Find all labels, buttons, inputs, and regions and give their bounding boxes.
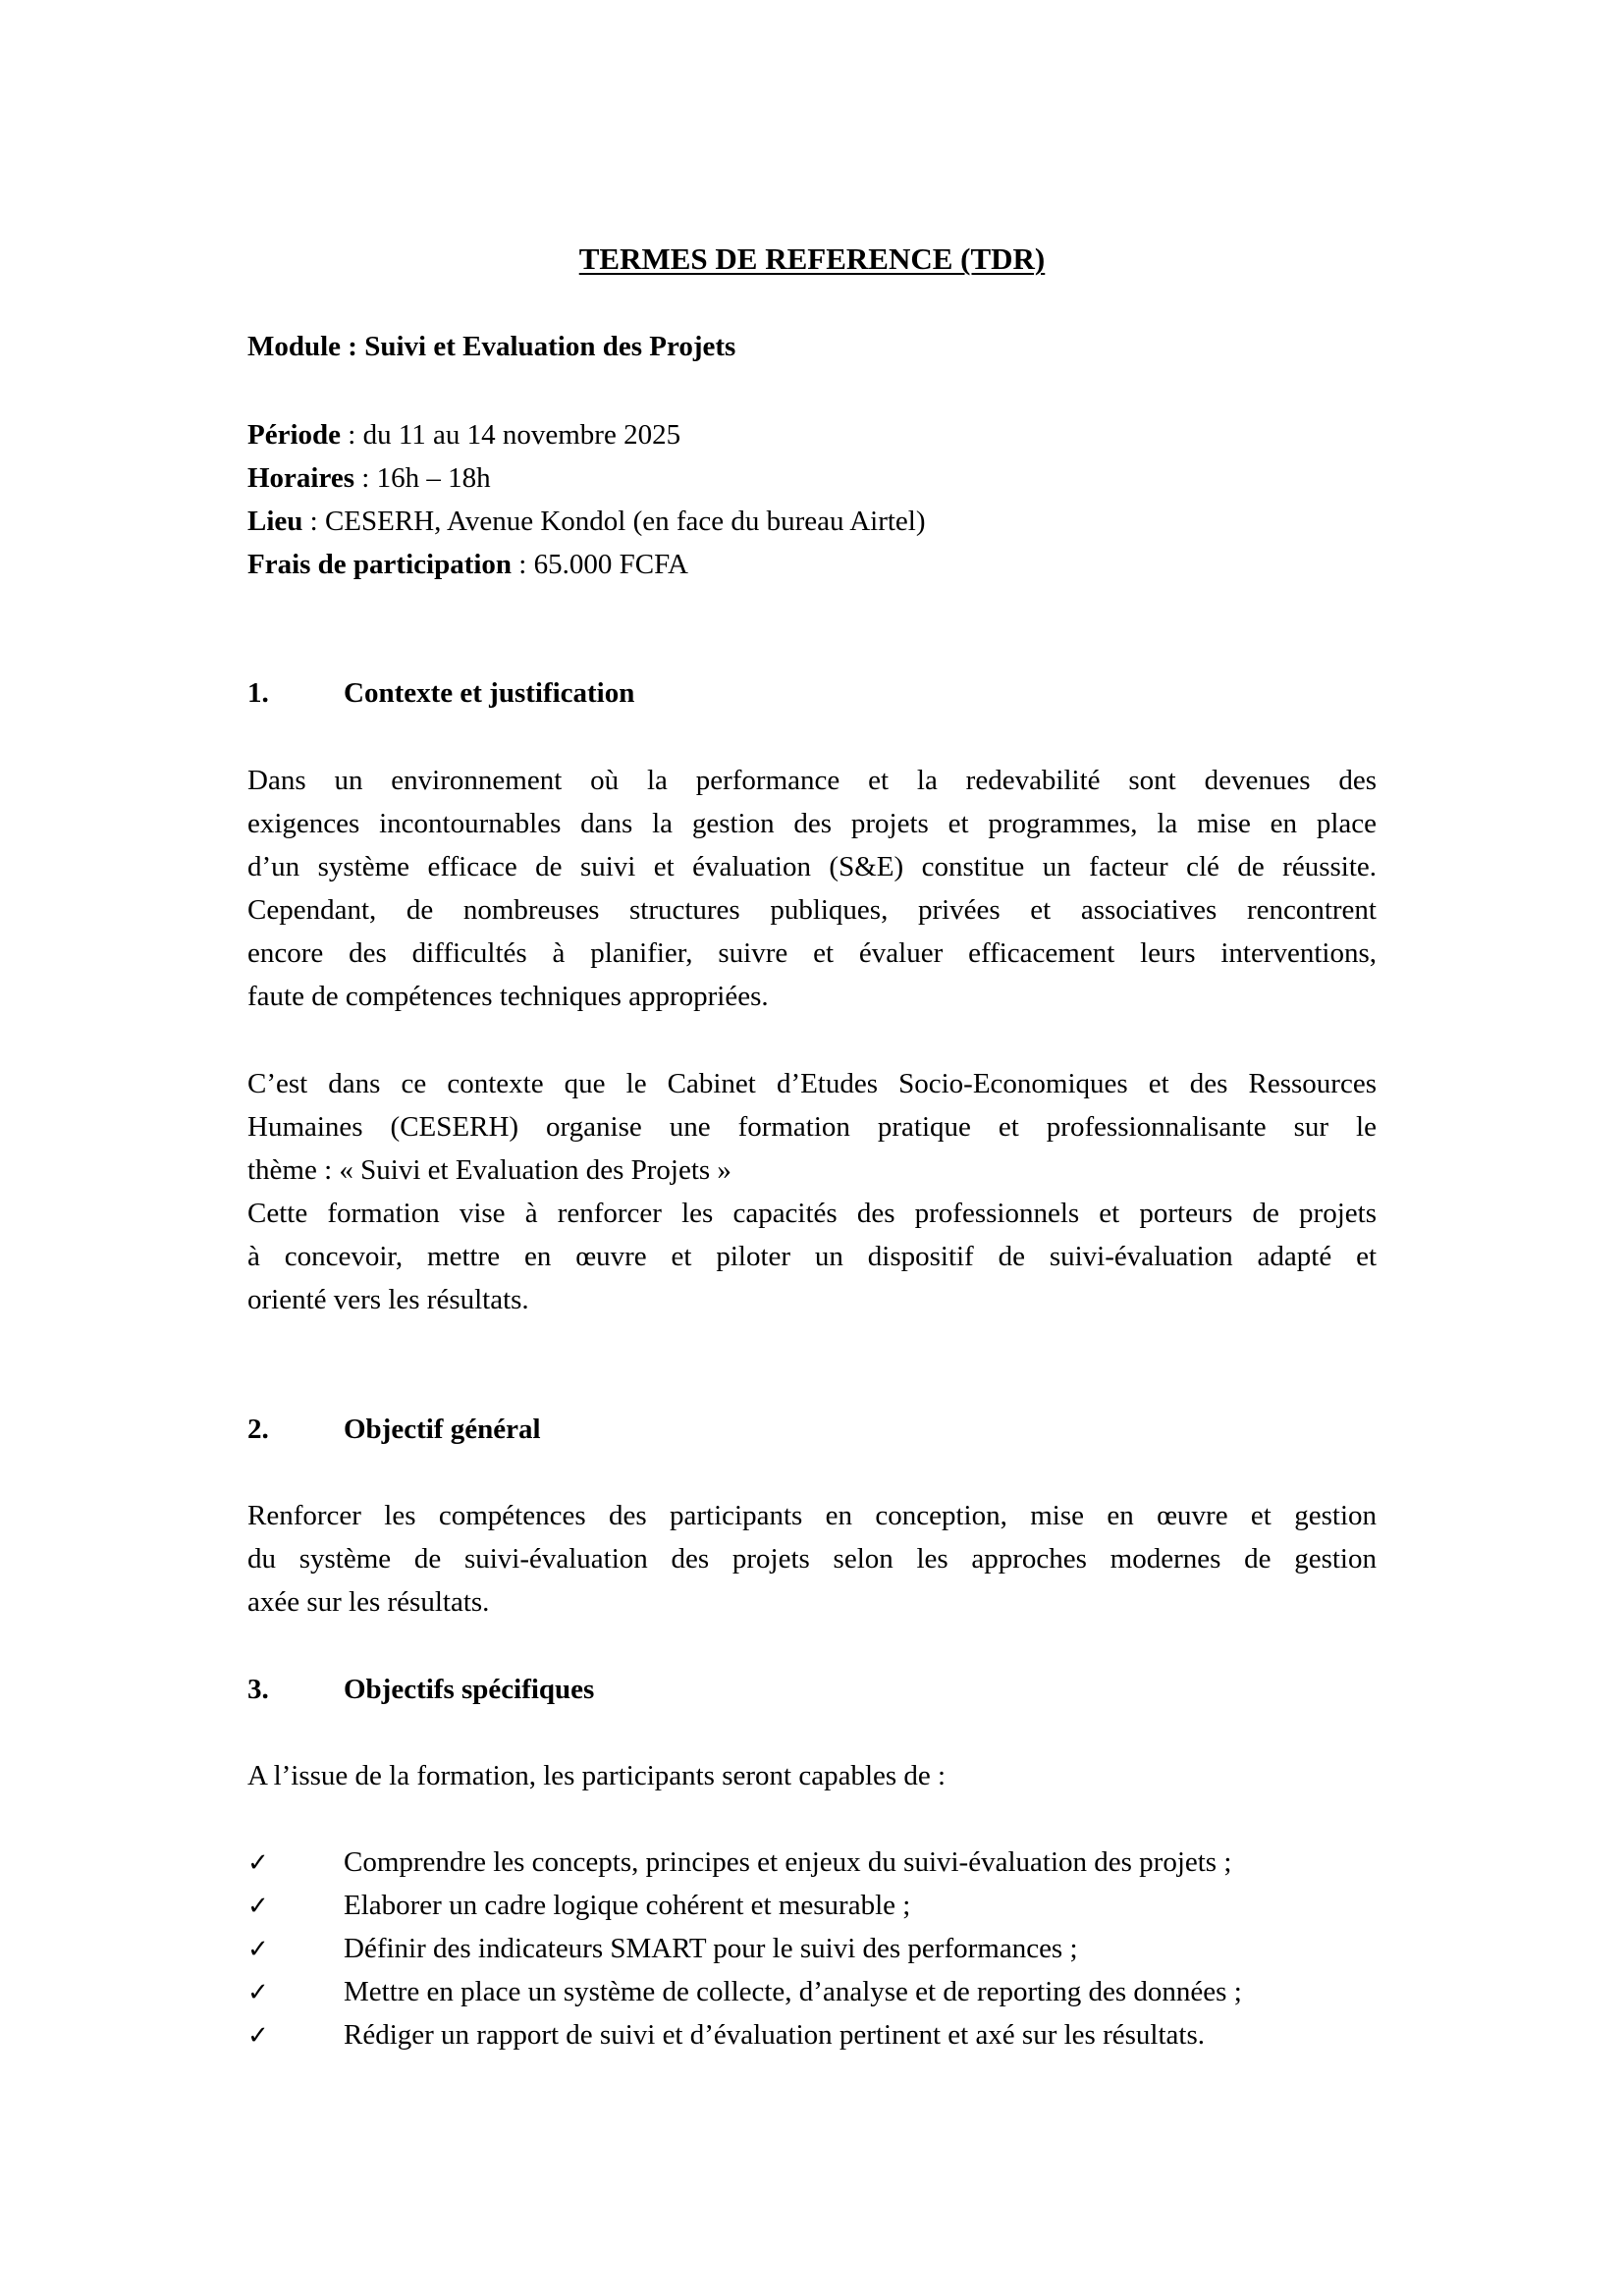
checkmark-icon: ✓: [247, 1935, 269, 1964]
list-item: [247, 1884, 1377, 1927]
checkmark-icon: ✓: [247, 1892, 269, 1921]
info-separator: :: [512, 549, 534, 580]
info-label: Période: [247, 419, 342, 451]
paragraph-line: Cette formation vise à renforcer les capacités des professionnels et porteurs de projets: [247, 1198, 1377, 1229]
list-item: [247, 1970, 1377, 2013]
list-item-text: Mettre en place un système de collecte, d’analyse et de reporting des données ;: [344, 1976, 1242, 2007]
paragraph-line: Cependant, de nombreuses structures publiques, privées et associatives rencontrent: [247, 894, 1377, 926]
paragraph-line: axée sur les résultats.: [247, 1586, 490, 1618]
paragraph-line: orienté vers les résultats.: [247, 1284, 529, 1315]
section-title: Contexte et justification: [344, 677, 635, 709]
info-block: [247, 413, 1377, 586]
list-item: [247, 1927, 1377, 1970]
section-heading-context: [247, 671, 1377, 715]
section-title: Objectifs spécifiques: [344, 1674, 595, 1705]
info-location: [247, 500, 1377, 543]
info-label: Horaires: [247, 462, 354, 494]
list-item-text: Elaborer un cadre logique cohérent et mesurable ;: [344, 1890, 911, 1921]
specific-objectives-intro: A l’issue de la formation, les participants seront capables de :: [247, 1760, 947, 1791]
info-value: 16h – 18h: [376, 462, 491, 494]
paragraph-line: d’un système efficace de suivi et évaluation (S&E) constitue un facteur clé de réussite.: [247, 851, 1377, 882]
paragraph-line: Dans un environnement où la performance et la redevabilité sont devenues des: [247, 765, 1377, 796]
checkmark-icon: ✓: [247, 2021, 269, 2051]
paragraph-line: exigences incontournables dans la gestion des projets et programmes, la mise en place: [247, 808, 1377, 839]
info-hours: [247, 456, 1377, 500]
checkmark-icon: ✓: [247, 1848, 269, 1878]
info-separator: :: [341, 419, 363, 451]
checkmark-icon: ✓: [247, 1978, 269, 2007]
paragraph-line: Humaines (CESERH) organise une formation pratique et professionnalisante sur le: [247, 1111, 1377, 1143]
general-objective-paragraph: [247, 1494, 1377, 1624]
section-number: 1.: [247, 677, 269, 709]
info-value: du 11 au 14 novembre 2025: [362, 419, 681, 451]
paragraph-line: faute de compétences techniques appropriées.: [247, 981, 769, 1012]
context-paragraph-2: [247, 1062, 1377, 1321]
info-separator: :: [302, 506, 325, 537]
section-number: 2.: [247, 1414, 269, 1445]
paragraph-line: à concevoir, mettre en œuvre et piloter un dispositif de suivi-évaluation adapté et: [247, 1241, 1377, 1272]
list-item-text: Rédiger un rapport de suivi et d’évaluation pertinent et axé sur les résultats.: [344, 2019, 1205, 2051]
paragraph-line: thème : « Suivi et Evaluation des Projets »: [247, 1154, 731, 1186]
info-label: Frais de participation: [247, 549, 513, 580]
document-title: [0, 238, 1624, 281]
document-title-text: TERMES DE REFERENCE (TDR): [578, 241, 1046, 276]
info-fees: [247, 543, 1377, 586]
info-value: CESERH, Avenue Kondol (en face du bureau Airtel): [324, 506, 926, 537]
paragraph-line: C’est dans ce contexte que le Cabinet d’Etudes Socio-Economiques et des Ressources: [247, 1068, 1377, 1099]
specific-objectives-list: [247, 1841, 1377, 2056]
info-separator: :: [354, 462, 377, 494]
module-line: Module : Suivi et Evaluation des Projets: [247, 331, 736, 362]
list-item: [247, 2013, 1377, 2056]
list-item: [247, 1841, 1377, 1884]
section-title: Objectif général: [344, 1414, 541, 1445]
specific-objectives-list-container: [247, 1841, 1377, 2056]
paragraph-line: du système de suivi-évaluation des projets selon les approches modernes de gestion: [247, 1543, 1377, 1575]
info-label: Lieu: [247, 506, 303, 537]
section-number: 3.: [247, 1674, 269, 1705]
paragraph-line: Renforcer les compétences des participants en conception, mise en œuvre et gestion: [247, 1500, 1377, 1531]
info-value: 65.000 FCFA: [533, 549, 688, 580]
paragraph-line: encore des difficultés à planifier, suivre et évaluer efficacement leurs interventions,: [247, 937, 1377, 969]
list-item-text: Comprendre les concepts, principes et enjeux du suivi-évaluation des projets ;: [344, 1846, 1232, 1878]
section-heading-general-objective: [247, 1408, 1377, 1451]
section-heading-specific-objectives: [247, 1668, 1377, 1711]
list-item-text: Définir des indicateurs SMART pour le suivi des performances ;: [344, 1933, 1078, 1964]
context-paragraph-1: [247, 759, 1377, 1018]
info-period: [247, 413, 1377, 456]
